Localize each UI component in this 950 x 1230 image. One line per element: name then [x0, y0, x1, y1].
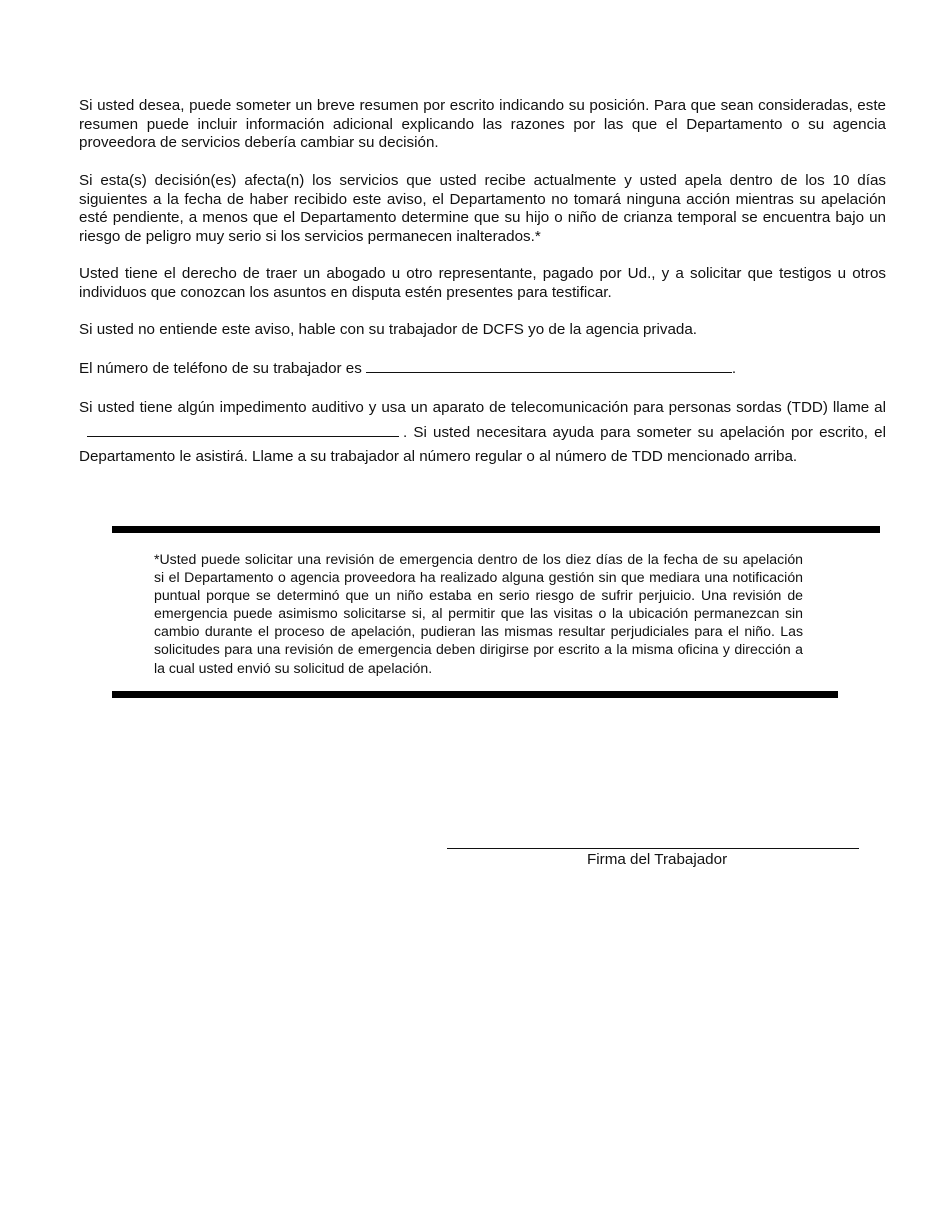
- paragraph-written-summary: Si usted desea, puede someter un breve resumen por escrito indicando su posición. Para que sean consideradas, este resumen puede incluir información adicional explicando las razones por las que el Departamento o su agencia proveedora de servicios debería cambiar su decisión.: [79, 97, 886, 152]
- phone-number-blank[interactable]: [366, 358, 732, 373]
- paragraph-decision-effect: Si esta(s) decisión(es) afecta(n) los servicios que usted recibe actualmente y usted apela dentro de los 10 días siguientes a la fecha de haber recibido este aviso, el Departamento no tomará ninguna acción mientras su apelación esté pendiente, a menos que el Departamento determine que su hijo o niño de crianza temporal se encuentra bajo un riesgo de peligro muy serio si los servicios permanecen inalterados.*: [79, 172, 886, 245]
- signature-line[interactable]: [447, 848, 859, 849]
- paragraph-contact-worker: Si usted no entiende este aviso, hable con su trabajador de DCFS yo de la agencia privada.: [79, 321, 698, 338]
- footnote-bottom-rule: [112, 691, 838, 698]
- tdd-number-blank[interactable]: [87, 422, 399, 437]
- tdd-text-after: . Si usted necesitara ayuda para someter su apelación por escrito, el Departamento le asistirá. Llame a su trabajador al número regular o al número de TDD mencionado arriba.: [79, 423, 886, 465]
- phone-number-label: El número de teléfono de su trabajador es: [79, 360, 362, 377]
- phone-number-period: .: [731, 360, 737, 377]
- emergency-review-footnote: *Usted puede solicitar una revisión de emergencia dentro de los diez días de la fecha de su apelación si el Departamento o agencia proveedora ha realizado alguna gestión sin que mediara una notificación puntual porque se determinó que un niño estaba en serio riesgo de sufrir perjuicio. Una revisión de emergencia puede asimismo solicitarse si, al permitir que las visitas o la ubicación permanezcan sin cambio durante el proceso de apelación, pudieran las mismas resultar perjudiciales para el niño. Las solicitudes para una revisión de emergencia deben dirigirse por escrito a la misma oficina y dirección a la cual usted envió su solicitud de apelación.: [154, 551, 803, 676]
- footnote-top-rule: [112, 526, 880, 533]
- phone-number-line: [79, 358, 886, 379]
- paragraph-right-to-lawyer: Usted tiene el derecho de traer un abogado u otro representante, pagado por Ud., y a solicitar que testigos u otros individuos que conozcan los asuntos en disputa estén presentes para testificar.: [79, 265, 886, 301]
- signature-label: Firma del Trabajador: [587, 851, 728, 868]
- paragraph-tdd: [79, 396, 886, 470]
- tdd-text-before: Si usted tiene algún impedimento auditivo y usa un aparato de telecomunicación para personas sordas (TDD) llame al: [79, 399, 886, 416]
